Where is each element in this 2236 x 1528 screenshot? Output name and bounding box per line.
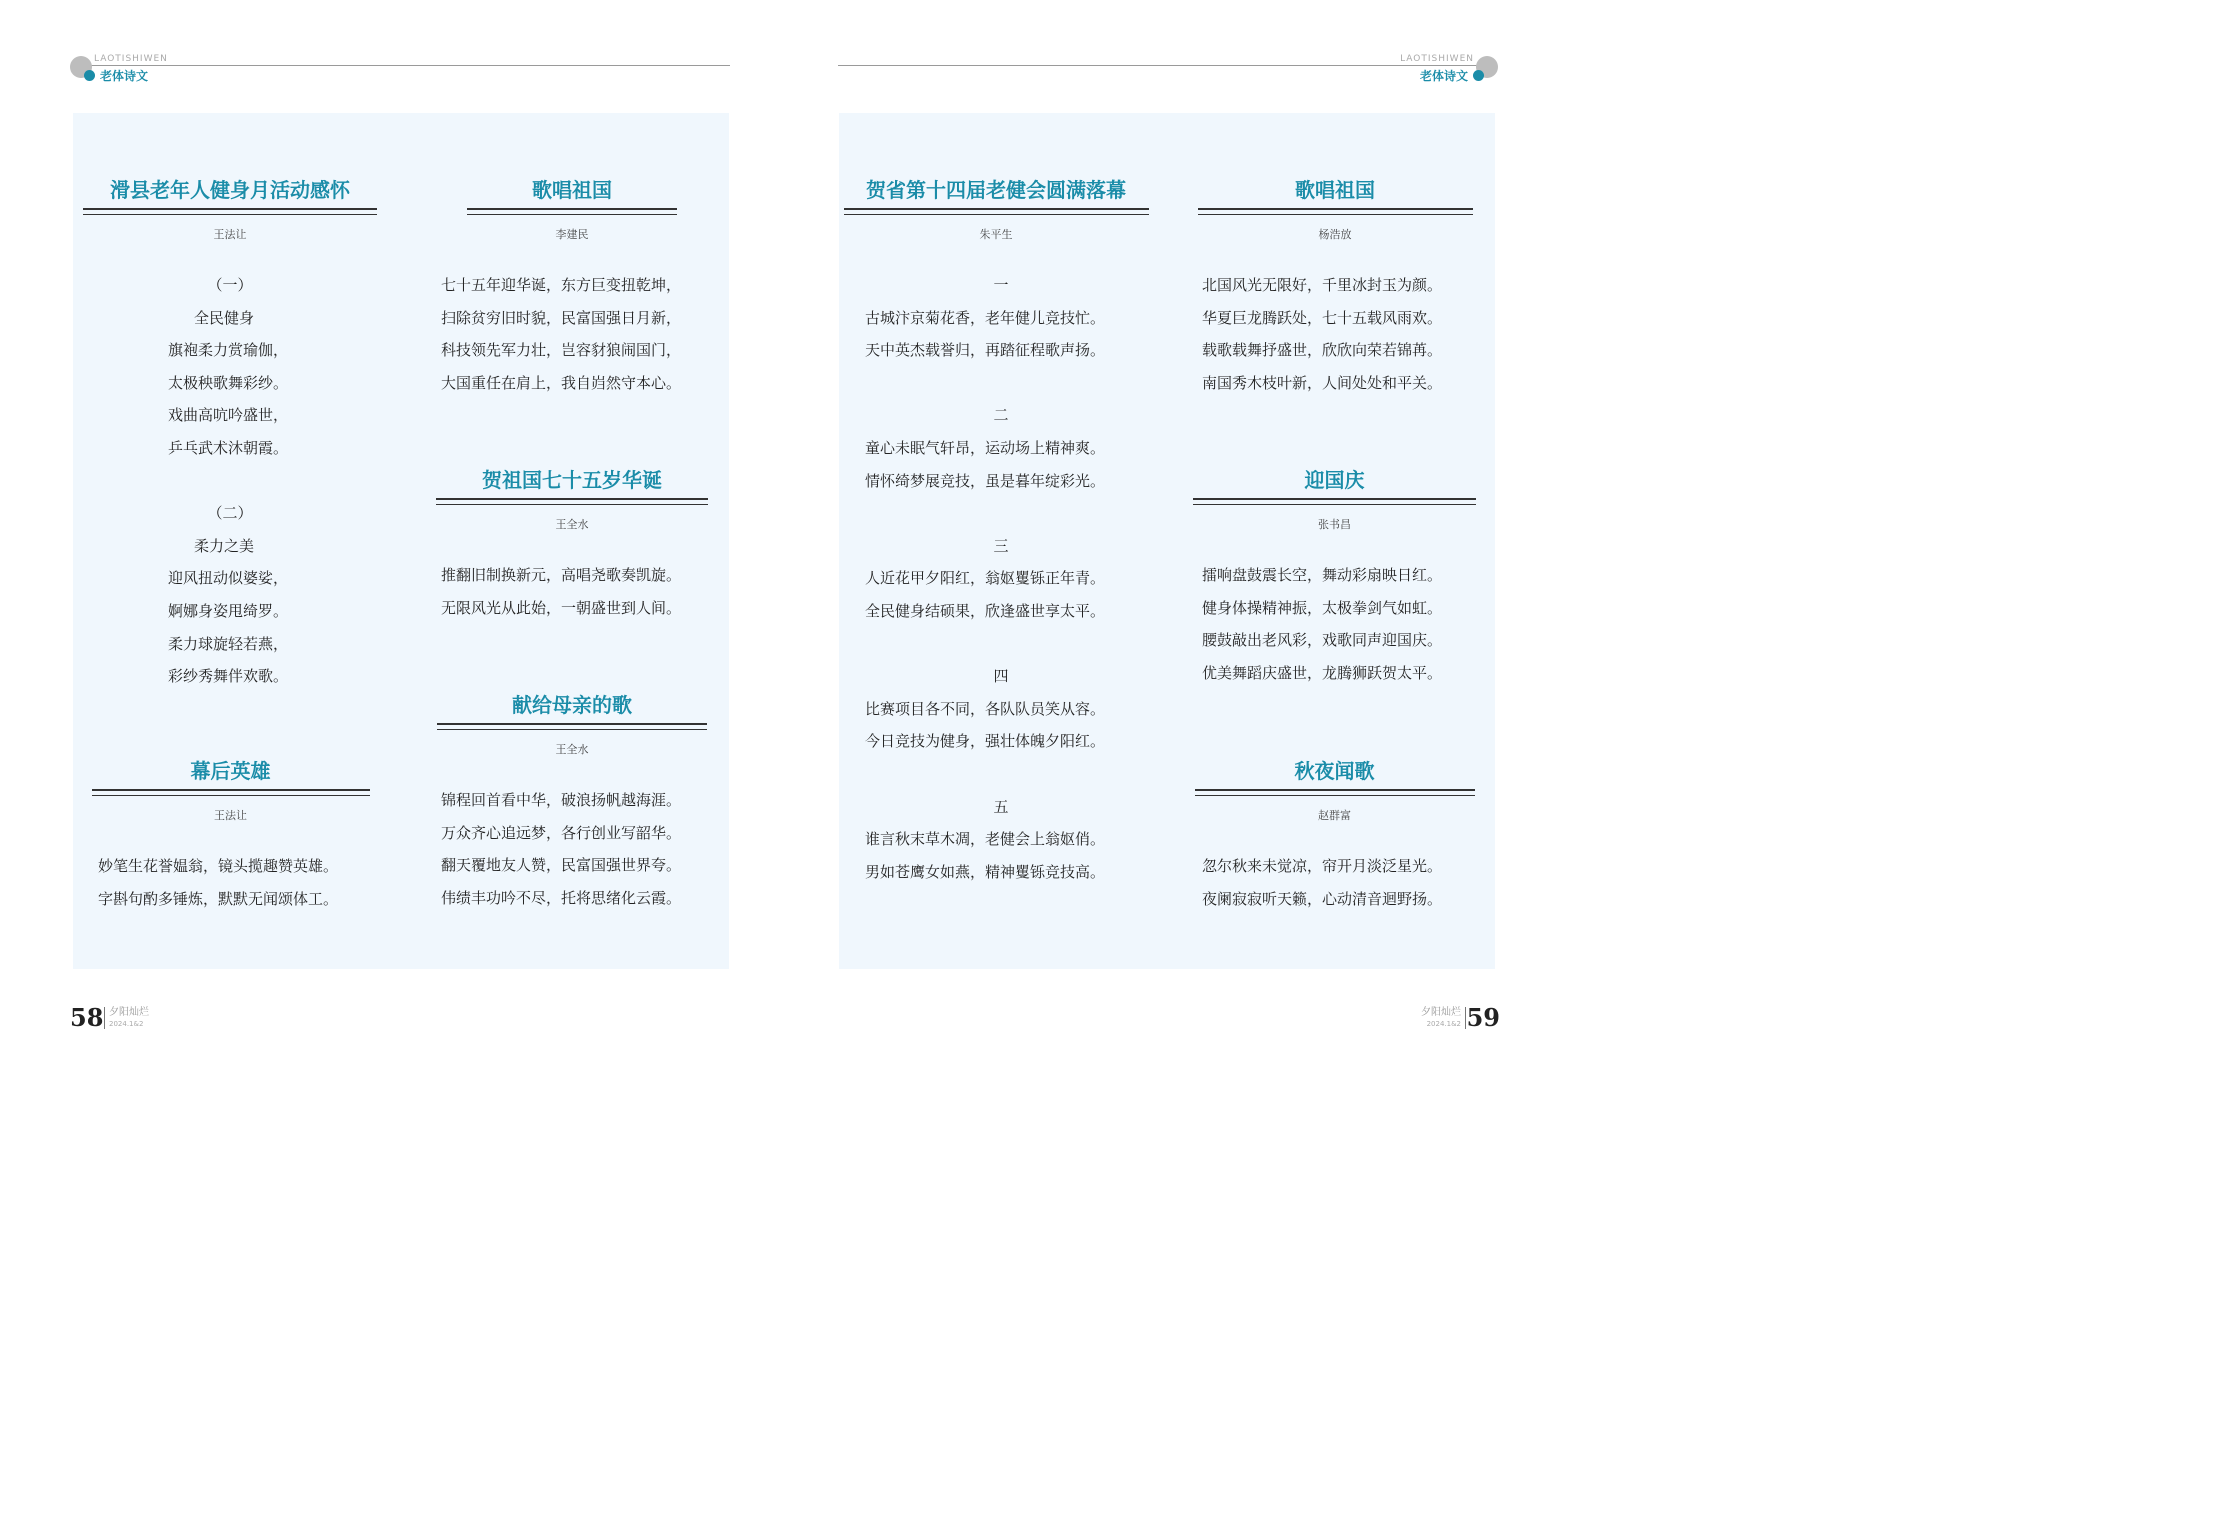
- title-rule: [92, 789, 370, 796]
- poem-line: 比赛项目各不同，各队队员笑从容。: [865, 699, 1106, 718]
- issue-date: 2024.1&2: [109, 1020, 144, 1028]
- poem-75th-anniversary: [436, 467, 708, 624]
- poem-line: 男如苍鹰女如燕，精神矍铄竞技高。: [865, 862, 1106, 881]
- poem-line: 今日竞技为健身，强壮体魄夕阳红。: [865, 732, 1106, 751]
- poem-song-for-mother: [436, 692, 708, 914]
- poem-line: 万众齐心追远梦，各行创业写韶华。: [441, 823, 682, 842]
- poem-line: 全民健身: [194, 308, 255, 327]
- poem-title: 贺祖国七十五岁华诞: [482, 468, 662, 492]
- poem-line: 四: [993, 667, 1009, 686]
- poem-title: 献给母亲的歌: [512, 693, 632, 717]
- poem-line: 科技领先军力壮，岂容豺狼闹国门，: [441, 341, 682, 360]
- poem-author: 张书昌: [1318, 518, 1351, 531]
- poem-line: 五: [993, 797, 1009, 816]
- poem-title: 秋夜闻歌: [1294, 759, 1375, 783]
- page-footer-left: [70, 1003, 190, 1033]
- poem-title: 幕后英雄: [190, 759, 271, 783]
- poem-line: 锦程回首看中华，破浪扬帆越海涯。: [441, 791, 682, 809]
- poem-lines: [843, 269, 1149, 888]
- title-rule: [467, 208, 677, 215]
- poem-line: 全民健身结硕果，欣逢盛世享太平。: [865, 601, 1106, 620]
- header-section-en: LAOTISHIWEN: [94, 54, 168, 64]
- poem-author: 李建民: [555, 228, 589, 241]
- header-section-zh: 老体诗文: [100, 69, 149, 83]
- page-header-left: [70, 52, 730, 84]
- issue-date: 2024.1&2: [1426, 1020, 1461, 1028]
- poem-author: 王法让: [214, 809, 247, 822]
- poem-line: 健身体操精神振，太极拳剑气如虹。: [1202, 598, 1443, 617]
- poem-line: 忽尔秋来未觉凉，帘开月淡泛星光。: [1202, 857, 1443, 875]
- poem-line: 优美舞蹈庆盛世，龙腾狮跃贺太平。: [1202, 663, 1443, 682]
- poem-autumn-night-song: [1192, 758, 1477, 915]
- poem-line: 彩纱秀舞伴欢歌。: [168, 667, 289, 686]
- poem-line: 伟绩丰功吟不尽，托将思绪化云霞。: [441, 888, 682, 907]
- poem-lines: [1192, 850, 1477, 915]
- poem-line: 二: [993, 406, 1009, 425]
- header-rule: [88, 65, 730, 66]
- poem-lines: [88, 850, 373, 915]
- poem-author: 王法让: [213, 228, 247, 241]
- poem-lines: [436, 559, 708, 624]
- poem-line: （二）: [207, 504, 253, 523]
- poem-sing-motherland-yang: [1196, 177, 1474, 399]
- poem-line: 妙笔生花誉媪翁，镜头揽趣赞英雄。: [98, 857, 339, 875]
- poem-title: 歌唱祖国: [1295, 178, 1375, 202]
- footer-divider: [1465, 1007, 1466, 1029]
- title-rule: [1195, 789, 1475, 796]
- poem-line: 华夏巨龙腾跃处，七十五载风雨欢。: [1202, 308, 1443, 327]
- page-header-right: [838, 52, 1498, 84]
- poem-fitness-month: [82, 177, 378, 693]
- stanza-gap: [865, 758, 1149, 791]
- footer-divider: [104, 1007, 105, 1029]
- poem-lines: [1196, 269, 1474, 399]
- poem-line: 无限风光从此始，一朝盛世到人间。: [441, 598, 682, 617]
- poem-line: 北国风光无限好，千里冰封玉为颜。: [1202, 276, 1443, 294]
- poem-14th-senior-games: [843, 177, 1149, 888]
- title-rule: [1193, 498, 1476, 505]
- header-rule: [838, 65, 1480, 66]
- page-number: 58: [70, 1003, 104, 1032]
- poem-lines: [82, 269, 378, 693]
- poem-lines: [436, 269, 708, 399]
- poem-title: 贺省第十四届老健会圆满落幕: [866, 178, 1126, 202]
- poem-line: 童心未眠气轩昂，运动场上精神爽。: [865, 438, 1106, 457]
- poem-author: 杨浩放: [1318, 228, 1352, 241]
- poem-line: 腰鼓敲出老风彩，戏歌同声迎国庆。: [1202, 631, 1443, 650]
- title-rule: [1198, 208, 1473, 215]
- poem-line: 一: [993, 276, 1009, 294]
- page-footer-right: [1400, 1003, 1500, 1033]
- magazine-name: 夕阳灿烂: [109, 1007, 149, 1018]
- poem-line: 迎风扭动似婆娑，: [168, 569, 289, 588]
- magazine-name: 夕阳灿烂: [1421, 1007, 1461, 1018]
- poem-line: 擂响盘鼓震长空，舞动彩扇映日红。: [1202, 566, 1443, 584]
- poem-line: 旗袍柔力赏瑜伽，: [168, 341, 289, 360]
- poem-line: 翻天覆地友人赞，民富国强世界夸。: [441, 856, 682, 875]
- poem-line: 推翻旧制换新元，高唱尧歌奏凯旋。: [441, 566, 682, 584]
- title-rule: [83, 208, 377, 215]
- poem-line: 人近花甲夕阳红，翁妪矍铄正年青。: [865, 569, 1106, 588]
- poem-behind-scenes-heroes: [88, 758, 373, 915]
- poem-line: 乒乓武术沐朝霞。: [168, 438, 289, 457]
- poem-sing-motherland-li: [436, 177, 708, 399]
- poem-title: 迎国庆: [1304, 468, 1365, 492]
- header-teal-dot: [1473, 70, 1484, 81]
- poem-line: 载歌载舞抒盛世，欣欣向荣若锦苒。: [1202, 341, 1443, 360]
- poem-line: 古城汴京菊花香，老年健儿竞技忙。: [865, 308, 1106, 327]
- poem-line: （一）: [207, 276, 253, 294]
- poem-line: 七十五年迎华诞，东方巨变扭乾坤，: [441, 276, 682, 294]
- header-teal-dot: [84, 70, 95, 81]
- poem-line: 大国重任在肩上，我自岿然守本心。: [441, 373, 682, 392]
- stanza-gap: [865, 628, 1149, 661]
- poem-line: 南国秀木枝叶新，人间处处和平关。: [1202, 373, 1443, 392]
- title-rule: [437, 723, 707, 730]
- poem-lines: [436, 784, 708, 914]
- title-rule: [436, 498, 708, 505]
- header-section-en: LAOTISHIWEN: [1400, 54, 1474, 64]
- poem-line: 谁言秋末草木凋，老健会上翁妪俏。: [865, 830, 1106, 849]
- poem-line: 扫除贫穷旧时貌，民富国强日月新，: [441, 308, 682, 327]
- poem-line: 柔力之美: [194, 536, 255, 555]
- poem-lines: [1192, 559, 1477, 689]
- page-number: 59: [1466, 1003, 1500, 1032]
- poem-line: 字斟句酌多锤炼，默默无闻颂体工。: [98, 889, 339, 908]
- header-section-zh: 老体诗文: [1419, 69, 1468, 83]
- stanza-gap: [168, 465, 378, 498]
- poem-line: 柔力球旋轻若燕，: [168, 634, 289, 653]
- title-rule: [844, 208, 1149, 215]
- poem-line: 太极秧歌舞彩纱。: [168, 373, 289, 392]
- poem-title: 歌唱祖国: [532, 178, 612, 202]
- poem-title: 滑县老年人健身月活动感怀: [110, 178, 350, 202]
- poem-line: 三: [993, 536, 1009, 555]
- poem-author: 赵群富: [1318, 809, 1351, 822]
- poem-line: 情怀绮梦展竞技，虽是暮年绽彩光。: [865, 471, 1106, 490]
- poem-line: 天中英杰载誉归，再踏征程歌声扬。: [865, 341, 1106, 360]
- poem-author: 朱平生: [979, 228, 1013, 241]
- poem-welcome-national-day: [1192, 467, 1477, 689]
- poem-author: 王全水: [555, 518, 589, 531]
- stanza-gap: [865, 367, 1149, 400]
- poem-line: 夜阑寂寂听天籁，心动清音迴野扬。: [1202, 889, 1443, 908]
- poem-line: 婀娜身姿甩绮罗。: [168, 601, 289, 620]
- stanza-gap: [865, 497, 1149, 530]
- poem-line: 戏曲高吭吟盛世，: [168, 406, 289, 425]
- poem-author: 王全水: [555, 743, 589, 756]
